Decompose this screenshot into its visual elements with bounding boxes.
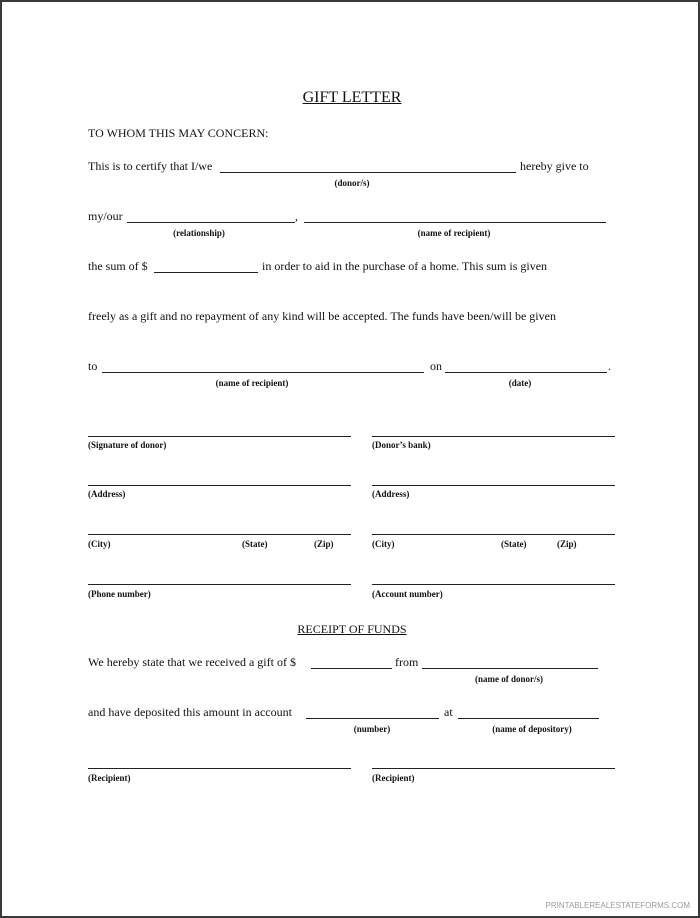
sum-of-text: the sum of $ [88, 259, 148, 273]
depository-field[interactable] [458, 718, 599, 719]
account-number-field[interactable] [372, 584, 615, 585]
recipient-signature-left-field[interactable] [88, 768, 351, 769]
recipient-field-2[interactable] [102, 372, 424, 373]
on-text: on [430, 359, 442, 373]
amount-field[interactable] [154, 272, 258, 273]
date-caption: (date) [508, 378, 532, 388]
donor-phone-caption: (Phone number) [88, 589, 151, 599]
salutation: TO WHOM THIS MAY CONCERN: [88, 126, 269, 140]
donor-caption: (donor/s) [334, 178, 370, 188]
recipient-caption-left: (Recipient) [88, 773, 131, 783]
donor-name-field[interactable] [422, 668, 598, 669]
gift-terms-text: freely as a gift and no repayment of any kind will be accepted. The funds have been/will be given [88, 309, 556, 323]
receipt-title: RECEIPT OF FUNDS [297, 622, 407, 636]
depository-caption: (name of depository) [492, 724, 572, 734]
page-title: GIFT LETTER [302, 89, 402, 106]
bank-address-caption: (Address) [372, 489, 410, 499]
donor-zip-caption: (Zip) [314, 539, 334, 549]
date-field[interactable] [445, 372, 607, 373]
donor-state-caption: (State) [242, 539, 268, 549]
donor-bank-caption: (Donor’s bank) [372, 440, 431, 450]
relationship-caption: (relationship) [173, 228, 225, 238]
donor-name-caption: (name of donor/s) [475, 674, 543, 684]
bank-state-caption: (State) [501, 539, 527, 549]
recipient-name-field[interactable] [304, 222, 606, 223]
donor-phone-field[interactable] [88, 584, 351, 585]
give-to-text: hereby give to [520, 159, 589, 173]
period: . [608, 359, 611, 373]
relationship-field[interactable] [127, 222, 295, 223]
comma: , [295, 209, 298, 223]
account-number-caption: (Account number) [372, 589, 443, 599]
bank-city-caption: (City) [372, 539, 395, 549]
donor-city-caption: (City) [88, 539, 111, 549]
received-amount-field[interactable] [311, 668, 392, 669]
donor-bank-field[interactable] [372, 436, 615, 437]
bank-city-state-zip-field[interactable] [372, 534, 615, 535]
received-gift-text: We hereby state that we received a gift of $ [88, 655, 296, 669]
recipient-caption-2: (name of recipient) [215, 378, 289, 388]
recipient-caption: (name of recipient) [417, 228, 491, 238]
certify-text: This is to certify that I/we [88, 159, 213, 173]
account-field[interactable] [306, 718, 439, 719]
donor-address-caption: (Address) [88, 489, 126, 499]
recipient-signature-right-field[interactable] [372, 768, 615, 769]
donor-field[interactable] [220, 172, 516, 173]
donor-signature-caption: (Signature of donor) [88, 440, 167, 450]
account-number-caption-2: (number) [353, 724, 391, 734]
deposited-text: and have deposited this amount in account [88, 705, 292, 719]
to-text: to [88, 359, 98, 373]
donor-signature-field[interactable] [88, 436, 351, 437]
at-text: at [444, 705, 453, 719]
donor-city-state-zip-field[interactable] [88, 534, 351, 535]
from-text: from [395, 655, 419, 669]
watermark-text: PRINTABLEREALESTATEFORMS.COM [545, 901, 690, 910]
donor-address-field[interactable] [88, 485, 351, 486]
bank-zip-caption: (Zip) [557, 539, 577, 549]
bank-address-field[interactable] [372, 485, 615, 486]
purchase-text: in order to aid in the purchase of a home. This sum is given [262, 259, 548, 273]
recipient-caption-right: (Recipient) [372, 773, 415, 783]
my-our-text: my/our [88, 209, 123, 223]
